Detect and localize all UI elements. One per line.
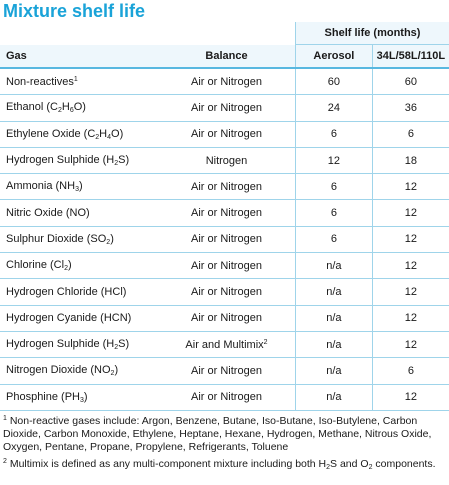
cell-gas [0,358,158,384]
table-row [0,253,449,279]
cell-aerosol: n/a [296,331,373,357]
gas-name-part: Hydrogen Sulphide (H [6,154,115,167]
gas-name-part: Ethanol (C [6,101,58,114]
cell-aerosol: 24 [296,95,373,121]
table-group-header-row [0,22,449,45]
gas-name-part: Non-reactives [6,75,74,88]
balance-text: Nitrogen [205,154,248,167]
shelf-life-group-header: Shelf life (months) [296,22,449,45]
cell-balance [158,95,296,121]
footnote-text: Non-reactive gases include: Argon, Benzene, Butane, Iso-Butane, Iso-Butylene, Carbon Dioxide, Carbon Monoxide, Ethylene, Heptane, Hexane, Hydrogen, Methane, Nitrous Oxide, Oxygen, Pentane, Propane, Propylene, Refrigerants, Toluene [3,415,432,453]
cell-balance [158,147,296,173]
header-blank-cell [158,22,296,45]
table-row [0,174,449,200]
subscript: 2 [110,370,115,378]
gas-name-part: ) [83,390,88,403]
gas-name-part: ) [110,232,114,245]
balance-text: Air or Nitrogen [191,101,262,114]
footnote-text: Multimix is defined as any multi-component mixture including both H [6,458,327,470]
cell-gas [0,200,158,226]
cell-balance [158,358,296,384]
column-header-balance: Balance [158,45,296,69]
table-row [0,226,449,252]
cell-cylinder: 6 [372,121,449,147]
table-row [0,95,449,121]
cell-cylinder: 18 [372,147,449,173]
footnote-2 [3,455,446,474]
cell-gas [0,226,158,252]
balance-text: Air and Multimix [185,338,264,351]
cell-cylinder: 12 [372,305,449,331]
gas-name-part: Nitrogen Dioxide (NO [6,364,111,377]
table-row [0,305,449,331]
balance-text: Air or Nitrogen [191,364,262,377]
cell-gas [0,305,158,331]
subscript: 3 [80,396,84,404]
cell-cylinder: 12 [372,331,449,357]
cell-gas [0,279,158,305]
gas-name-part: Phosphine (PH [6,390,80,403]
cell-cylinder: 60 [372,68,449,95]
footnotes [3,412,446,475]
gas-name-part: S) [118,154,130,167]
cell-aerosol: n/a [296,253,373,279]
balance-text: Air or Nitrogen [191,128,262,141]
cell-aerosol: 6 [296,174,373,200]
cell-aerosol: n/a [296,384,373,410]
subscript: 2 [106,238,111,246]
cell-gas [0,174,158,200]
subscript: 2 [326,464,331,471]
cell-aerosol: n/a [296,358,373,384]
subscript: 2 [114,160,119,168]
gas-name-part: ) [67,259,72,272]
page-title: Mixture shelf life [3,1,146,21]
gas-name-part: Nitric Oxide (NO) [6,207,90,220]
cell-balance [158,200,296,226]
cell-cylinder: 12 [372,253,449,279]
table-header-row [0,45,449,69]
shelf-life-table [0,22,449,411]
cell-balance [158,121,296,147]
table-row [0,200,449,226]
cell-aerosol: n/a [296,279,373,305]
cell-aerosol: 6 [296,121,373,147]
table-row [0,279,449,305]
balance-text: Air or Nitrogen [191,207,262,220]
gas-name-part: Sulphur Dioxide (SO [6,232,107,245]
header-blank-cell [0,22,158,45]
column-header-aerosol: Aerosol [296,45,373,69]
cell-balance [158,331,296,357]
table-row [0,68,449,95]
balance-text: Air or Nitrogen [191,259,262,272]
cell-cylinder: 12 [372,279,449,305]
cell-gas [0,95,158,121]
subscript: 2 [64,265,68,273]
subscript: 2 [114,344,119,352]
table-row [0,358,449,384]
table-row [0,384,449,410]
subscript: 2 [368,464,373,471]
table-row [0,147,449,173]
cell-gas [0,68,158,95]
column-header-cylinder: 34L/58L/110L [372,45,449,69]
gas-name-part: O) [111,127,124,140]
table-row [0,121,449,147]
cell-aerosol: n/a [296,305,373,331]
gas-name-part: S) [118,338,130,351]
cell-gas [0,331,158,357]
column-header-gas: Gas [0,45,158,69]
table-row [0,331,449,357]
cell-balance [158,305,296,331]
subscript: 2 [57,107,62,115]
cell-balance [158,174,296,200]
gas-name-part: ) [114,364,119,377]
footnote-marker: 2 [3,458,7,465]
cell-balance [158,384,296,410]
cell-cylinder: 6 [372,358,449,384]
gas-name-part: O) [73,101,86,114]
footnote-marker: 1 [73,75,78,83]
subscript: 3 [75,186,79,194]
balance-text: Air or Nitrogen [191,233,262,246]
table-body [0,68,449,410]
gas-name-part: Hydrogen Cyanide (HCN) [6,312,132,325]
balance-text: Air or Nitrogen [191,312,262,325]
gas-name-part: Hydrogen Chloride (HCl) [6,286,127,299]
cell-cylinder: 36 [372,95,449,121]
subscript: 4 [107,133,112,141]
cell-gas [0,384,158,410]
balance-text: Air or Nitrogen [191,180,262,193]
footnote-text: components. [372,458,436,470]
gas-name-part: Ethylene Oxide (C [6,127,96,140]
cell-aerosol: 12 [296,147,373,173]
cell-gas [0,121,158,147]
cell-balance [158,253,296,279]
cell-cylinder: 12 [372,200,449,226]
gas-name-part: ) [78,180,83,193]
footnote-marker: 2 [263,338,268,346]
cell-cylinder: 12 [372,384,449,410]
cell-cylinder: 12 [372,174,449,200]
gas-name-part: H [61,101,70,114]
footnote-1 [3,412,446,454]
subscript: 2 [95,133,100,141]
footnote-marker: 1 [3,415,7,422]
cell-cylinder: 12 [372,226,449,252]
cell-gas [0,147,158,173]
subscript: 6 [69,107,74,115]
cell-balance [158,226,296,252]
gas-name-part: Hydrogen Sulphide (H [6,338,115,351]
gas-name-part: Ammonia (NH [6,180,76,193]
cell-aerosol: 60 [296,68,373,95]
balance-text: Air or Nitrogen [191,75,262,88]
cell-balance [158,279,296,305]
balance-text: Air or Nitrogen [191,391,262,404]
cell-aerosol: 6 [296,200,373,226]
footnote-text: S and O [330,458,369,470]
cell-gas [0,253,158,279]
balance-text: Air or Nitrogen [191,286,262,299]
gas-name-part: H [99,127,108,140]
gas-name-part: Chlorine (Cl [6,259,65,272]
cell-aerosol: 6 [296,226,373,252]
cell-balance [158,68,296,95]
